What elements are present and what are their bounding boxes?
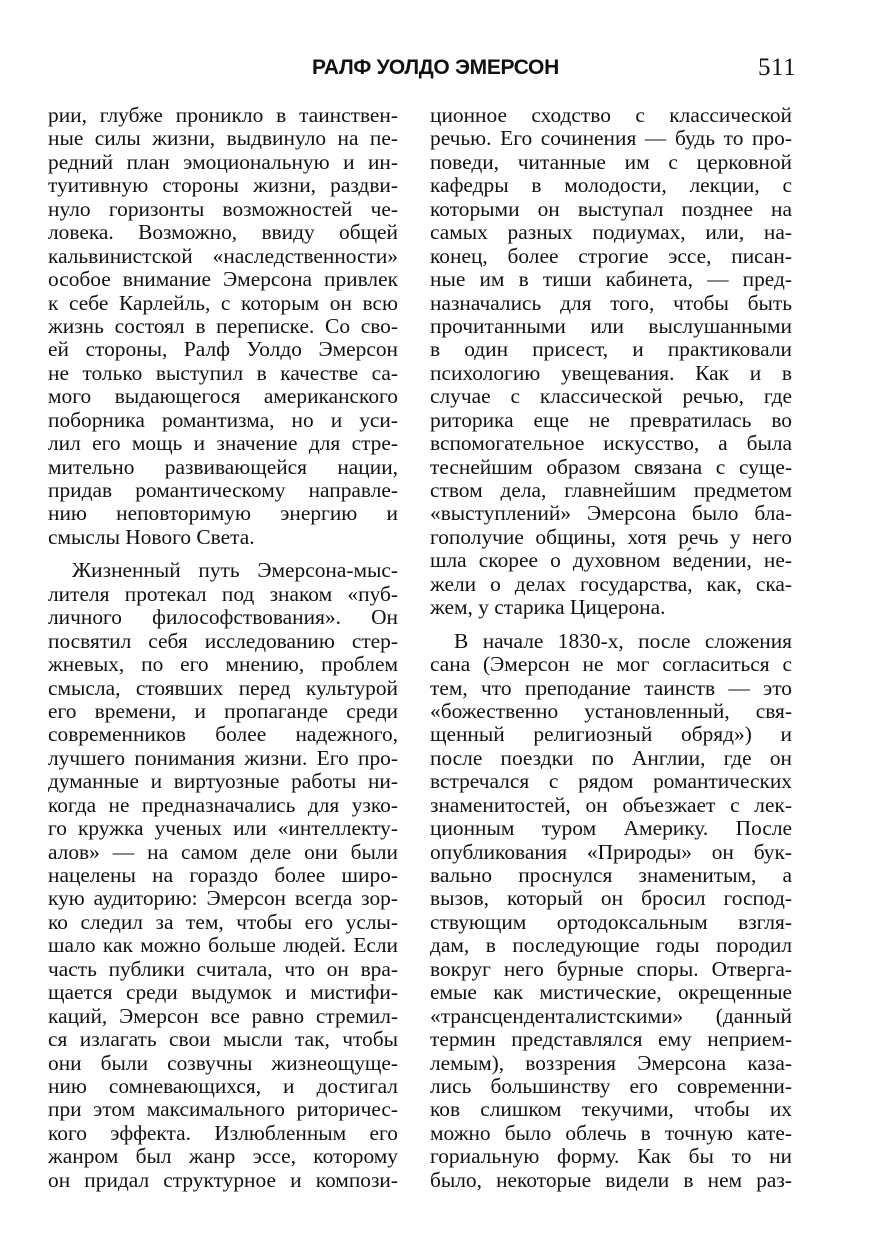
- text-line: щается среди выдумок и мистифи-: [48, 980, 398, 1005]
- text-line: можно было облечь в точную кате-: [430, 1120, 792, 1145]
- text-line: гориальную форму. Как бы то ни: [430, 1144, 792, 1169]
- text-line: каций, Эмерсон все равно стремил-: [48, 1003, 398, 1028]
- text-line: смыслы Нового Света.: [48, 524, 255, 549]
- paragraph: [48, 104, 398, 549]
- text-line: думанные и виртуозные работы ни-: [48, 769, 398, 794]
- text-line: сана (Эмерсон не мог согласиться с: [430, 652, 792, 677]
- paragraph: [48, 559, 398, 1192]
- right-text-column: [430, 104, 792, 1192]
- text-line: кальвинистской «наследственности»: [48, 243, 398, 268]
- text-line: вокруг него бурные споры. Отверга-: [430, 956, 792, 981]
- text-line: лучшего понимания жизни. Его про-: [48, 745, 398, 770]
- text-line: психологию увещевания. Как и в: [430, 360, 792, 385]
- text-line: которыми он выступал позднее на: [430, 196, 792, 221]
- text-line: шла скорее о духовном ве́дении, не-: [430, 548, 792, 573]
- text-line: конец, более строгие эссе, писан-: [430, 243, 792, 268]
- text-line: особое внимание Эмерсона привлек: [48, 267, 398, 292]
- text-line: теснейшим образом связана с суще-: [430, 454, 792, 479]
- text-line: в один присест, и практиковали: [430, 337, 792, 362]
- page-number: 511: [758, 54, 797, 81]
- text-line: не только выступил в качестве са-: [48, 360, 398, 385]
- text-line: «трансценденталистскими» (данный: [430, 1003, 792, 1028]
- text-line: речью. Его сочинения — будь то про-: [430, 126, 792, 151]
- text-line: часть публики считала, что он вра-: [48, 956, 398, 981]
- text-line: знаменитостей, он объезжает с лек-: [430, 792, 792, 817]
- text-line: Жизненный путь Эмерсона-мыс-: [72, 558, 398, 583]
- text-line: случае с классической речью, где: [430, 384, 792, 409]
- text-line: жанром был жанр эссе, которому: [48, 1144, 398, 1169]
- paragraph: [430, 104, 792, 620]
- text-line: мительно развивающейся нации,: [48, 454, 398, 479]
- text-line: нацелены на гораздо более широ-: [48, 863, 398, 887]
- text-line: ся излагать свои мысли так, чтобы: [48, 1027, 398, 1052]
- text-line: лителя протекал под знаком «пуб-: [48, 581, 398, 606]
- text-line: придав романтическому направле-: [48, 478, 398, 502]
- text-line: его времени, и пропаганде среди: [48, 698, 398, 723]
- text-line: ционное сходство с классической: [430, 103, 792, 127]
- text-line: «выступлений» Эмерсона было бла-: [430, 501, 792, 526]
- text-line: ей стороны, Ралф Уолдо Эмерсон: [48, 337, 398, 362]
- text-line: ционным туром Америку. После: [430, 816, 792, 841]
- text-line: поборника романтизма, но и уси-: [48, 407, 398, 432]
- text-line: прочитанными или выслушанными: [430, 313, 792, 338]
- text-line: ствующим ортодоксальным взгля-: [430, 909, 792, 934]
- running-title: РАЛФ УОЛДО ЭМЕРСОН: [312, 56, 559, 79]
- running-head: [0, 48, 879, 88]
- text-line: личного философствования». Он: [48, 605, 398, 630]
- text-line: кую аудиторию: Эмерсон всегда зор-: [48, 886, 398, 911]
- text-line: «божественно установленный, свя-: [430, 698, 792, 723]
- text-line: к себе Карлейль, с которым он всю: [48, 290, 398, 315]
- text-line: смысла, стоявших перед культурой: [48, 675, 398, 700]
- text-line: го кружка ученых или «интеллекту-: [48, 816, 398, 841]
- text-line: ко следил за тем, чтобы его услы-: [48, 909, 398, 934]
- text-line: рии, глубже проникло в таинствен-: [48, 103, 398, 127]
- text-line: вызов, который он бросил господ-: [430, 886, 792, 911]
- text-line: жем, у старика Цицерона.: [430, 595, 666, 620]
- text-line: В начале 1830-х, после сложения: [454, 628, 792, 653]
- text-line: современников более надежного,: [48, 722, 398, 747]
- text-line: алов» — на самом деле они были: [48, 839, 398, 864]
- text-line: ные им в тиши кабинета, — пред-: [430, 267, 792, 292]
- text-line: кого эффекта. Излюбленным его: [48, 1120, 398, 1145]
- text-line: нию сомневающихся, и достигал: [48, 1073, 398, 1098]
- text-line: вспомогательное искусство, а была: [430, 431, 792, 456]
- text-line: поведи, читанные им с церковной: [430, 149, 792, 174]
- text-line: жневых, по его мнению, проблем: [48, 652, 398, 677]
- text-line: мого выдающегося американского: [48, 384, 398, 409]
- text-line: когда не предназначались для узко-: [48, 792, 398, 817]
- left-text-column: [48, 104, 398, 1192]
- text-line: после поездки по Англии, где он: [430, 745, 792, 770]
- text-line: опубликования «Природы» он бук-: [430, 839, 792, 864]
- text-line: риторика еще не превратилась во: [430, 407, 792, 432]
- text-line: посвятил себя исследованию стер-: [48, 628, 398, 653]
- text-line: нуло горизонты возможностей че-: [48, 196, 398, 221]
- text-line: при этом максимального риторичес-: [48, 1097, 398, 1122]
- text-line: лемым), воззрения Эмерсона каза-: [430, 1050, 792, 1075]
- text-line: вально проснулся знаменитым, а: [430, 863, 792, 887]
- text-line: самых разных подиумах, или, на-: [430, 220, 792, 245]
- text-line: он придал структурное и компози-: [48, 1167, 398, 1192]
- text-line: емые как мистические, окрещенные: [430, 980, 792, 1005]
- text-line: кафедры в молодости, лекции, с: [430, 173, 792, 198]
- text-line: гополучие общины, хотя речь у него: [430, 524, 792, 549]
- text-line: нию неповторимую энергию и: [48, 501, 398, 526]
- text-line: шало как можно больше людей. Если: [48, 933, 398, 958]
- text-line: встречался с рядом романтических: [430, 769, 792, 794]
- text-line: ков слишком текучими, чтобы их: [430, 1097, 792, 1122]
- text-line: лил его мощь и значение для стре-: [48, 431, 398, 456]
- text-line: ством дела, главнейшим предметом: [430, 478, 792, 502]
- text-line: дам, в последующие годы породил: [430, 933, 792, 958]
- text-line: жели о делах государства, как, ска-: [430, 571, 792, 596]
- text-line: ные силы жизни, выдвинуло на пе-: [48, 126, 398, 151]
- text-line: термин представлялся ему неприем-: [430, 1027, 792, 1052]
- text-line: назначались для того, чтобы быть: [430, 290, 792, 315]
- text-line: было, некоторые видели в нем раз-: [430, 1167, 792, 1192]
- text-line: туитивную стороны жизни, раздви-: [48, 173, 398, 198]
- text-line: жизнь состоял в переписке. Со сво-: [48, 313, 398, 338]
- text-line: тем, что преподание таинств — это: [430, 675, 792, 700]
- text-line: щенный религиозный обряд») и: [430, 722, 792, 747]
- text-line: они были созвучны жизнеощуще-: [48, 1050, 398, 1075]
- text-line: лись большинству его современни-: [430, 1073, 792, 1098]
- text-line: редний план эмоциональную и ин-: [48, 149, 398, 174]
- text-line: ловека. Возможно, ввиду общей: [48, 220, 398, 245]
- paragraph: [430, 630, 792, 1193]
